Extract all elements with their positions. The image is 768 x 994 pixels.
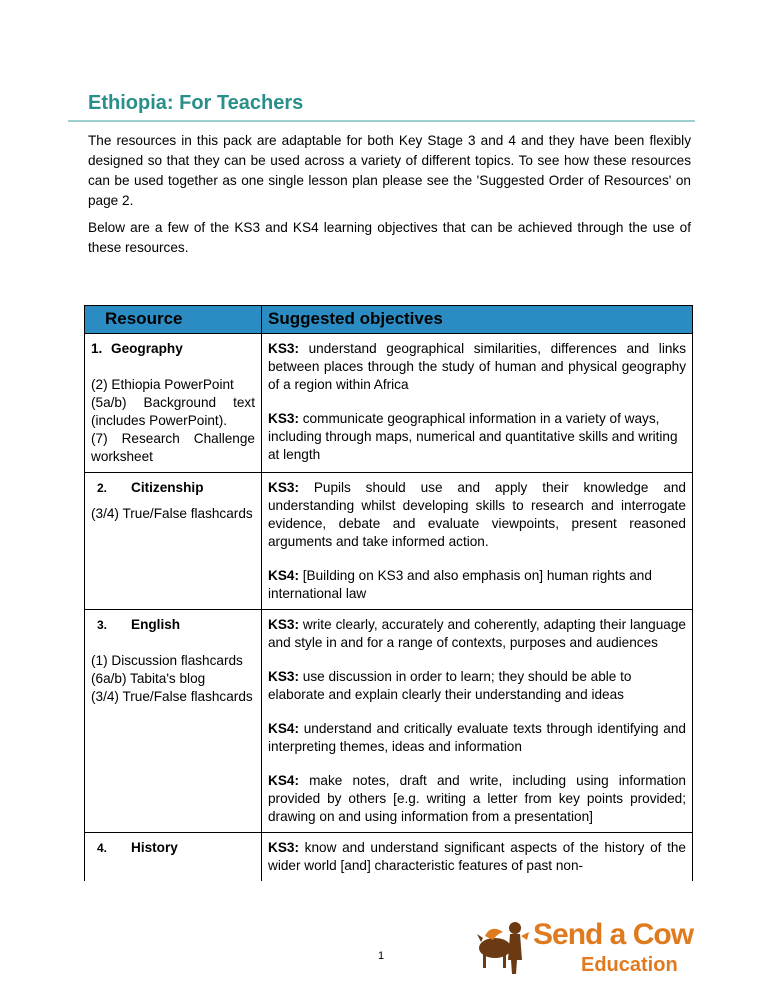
objectives-cell — [262, 833, 693, 882]
title-rule — [68, 120, 695, 122]
objective — [268, 479, 686, 551]
objective-text: [Building on KS3 and also emphasis on] human rights and international law — [268, 568, 652, 601]
objective-text: write clearly, accurately and coherently, adapting their language and style in and for a range of contexts, purposes and audiences — [268, 617, 686, 650]
objective-text: communicate geographical information in a variety of ways, including through maps, numerical and quantitative skills and writing at length — [268, 411, 678, 462]
table-header-row — [85, 306, 693, 334]
resource-item: (2) Ethiopia PowerPoint — [91, 377, 234, 392]
key-stage-label: KS4: — [268, 773, 299, 788]
subject-number: 2. — [97, 481, 108, 495]
key-stage-label: KS3: — [268, 840, 299, 855]
resource-item: (3/4) True/False flashcards — [91, 506, 253, 521]
page-number: 1 — [378, 950, 385, 962]
logo-text: Send a Cow — [533, 918, 694, 951]
objective — [268, 839, 686, 875]
key-stage-label: KS3: — [268, 669, 299, 684]
subject-title — [91, 839, 255, 857]
subject-number: 4. — [97, 841, 108, 855]
resource-item: (1) Discussion flashcards — [91, 653, 243, 668]
subject-title — [91, 340, 255, 358]
objective-text: understand and critically evaluate texts through identifying and interpreting themes, ideas and information — [268, 721, 686, 754]
resource-item: (3/4) True/False flashcards — [91, 689, 253, 704]
resource-cell — [85, 610, 262, 833]
objective — [268, 616, 686, 652]
key-stage-label: KS3: — [268, 480, 299, 495]
key-stage-label: KS3: — [268, 617, 299, 632]
subject-name: Citizenship — [131, 480, 204, 495]
table-row — [85, 833, 693, 882]
objective-text: know and understand significant aspects of the history of the wider world [and] characteristic features of past non- — [268, 840, 686, 873]
objective — [268, 668, 686, 704]
objective-text: use discussion in order to learn; they should be able to elaborate and explain clearly their understanding and ideas — [268, 669, 632, 702]
intro-paragraph: The resources in this pack are adaptable for both Key Stage 3 and 4 and they have been flexibly designed so that they can be used across a variety of different topics. To see how these resources can be used together as one single lesson plan please see the 'Suggested Order of Resources' on page 2. — [88, 133, 691, 208]
subject-title — [91, 616, 255, 634]
objective — [268, 772, 686, 826]
resource-item: (5a/b) Background text (includes PowerPoint). — [91, 395, 255, 428]
objectives-cell — [262, 334, 693, 473]
send-a-cow-logo — [473, 914, 693, 986]
page-title: Ethiopia: For Teachers — [88, 92, 304, 114]
resource-cell — [85, 473, 262, 610]
table-row — [85, 473, 693, 610]
key-stage-label: KS4: — [268, 568, 299, 583]
subject-name: English — [131, 617, 181, 632]
objectives-table — [84, 305, 693, 881]
header-objectives: Suggested objectives — [262, 306, 693, 334]
subject-number: 1. — [91, 341, 103, 356]
logo-subtext: Education — [581, 954, 678, 976]
subject-name: History — [131, 840, 178, 855]
objective-text: make notes, draft and write, including using information provided by others [e.g. writing a letter from key points provided; drawing on and using information from a presentation] — [268, 773, 686, 824]
subject-title — [91, 479, 255, 497]
header-resource: Resource — [85, 306, 262, 334]
objective-text: Pupils should use and apply their knowledge and understanding whilst developing skills to research and interrogate evidence, debate and evaluate viewpoints, present reasoned arguments and take informed action. — [268, 480, 686, 549]
key-stage-label: KS4: — [268, 721, 299, 736]
resource-cell — [85, 833, 262, 882]
objective — [268, 340, 686, 394]
objectives-cell — [262, 473, 693, 610]
objective-text: understand geographical similarities, differences and links between places through the study of human and physical geography of a region within Africa — [268, 341, 686, 392]
resource-cell — [85, 334, 262, 473]
objectives-cell — [262, 610, 693, 833]
table-row — [85, 334, 693, 473]
resource-item: (7) Research Challenge worksheet — [91, 431, 255, 464]
objective — [268, 410, 686, 464]
objective — [268, 720, 686, 756]
subject-name: Geography — [111, 341, 183, 356]
resource-list — [91, 376, 255, 466]
subject-number: 3. — [97, 618, 108, 632]
key-stage-label: KS3: — [268, 341, 299, 356]
objective — [268, 567, 686, 603]
objectives-intro-paragraph: Below are a few of the KS3 and KS4 learning objectives that can be achieved through the use of these resources. — [88, 220, 691, 255]
resource-item: (6a/b) Tabita's blog — [91, 671, 206, 686]
resource-list — [91, 652, 255, 706]
table-row — [85, 610, 693, 833]
key-stage-label: KS3: — [268, 411, 299, 426]
